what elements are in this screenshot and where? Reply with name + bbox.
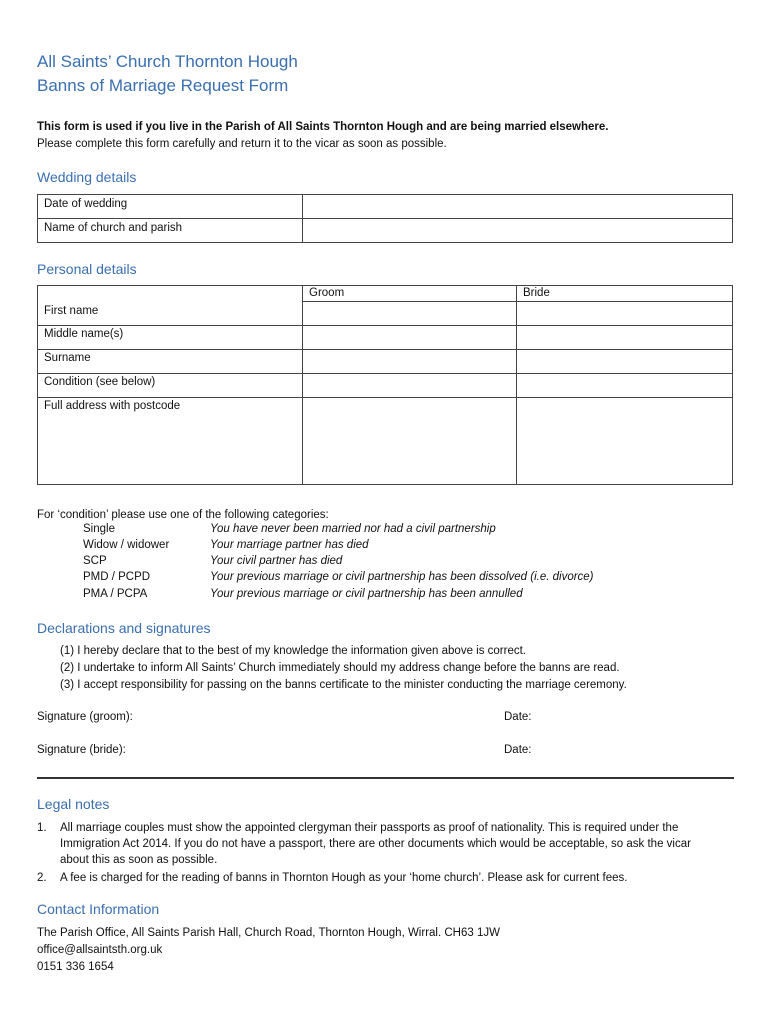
bride-address-field[interactable]	[517, 398, 733, 485]
groom-column-header: Groom	[303, 286, 517, 302]
date-bride-label: Date:	[504, 744, 532, 756]
declaration-item: (3) I accept responsibility for passing on the banns certificate to the minister conducting the marriage ceremony.	[60, 679, 627, 691]
condition-key: Widow / widower	[83, 539, 170, 551]
intro-bold-text: This form is used if you live in the Parish of All Saints Thornton Hough and are being married elsewhere.	[37, 121, 609, 133]
form-title-church: All Saints’ Church Thornton Hough	[37, 52, 298, 71]
groom-middle-name-field[interactable]	[303, 326, 517, 350]
condition-key: PMA / PCPA	[83, 588, 148, 600]
condition-label: Condition (see below)	[38, 374, 303, 398]
bride-condition-field[interactable]	[517, 374, 733, 398]
declaration-item: (2) I undertake to inform All Saints’ Church immediately should my address change before the banns are read.	[60, 662, 620, 674]
condition-key: SCP	[83, 555, 107, 567]
personal-details-heading: Personal details	[37, 261, 137, 277]
legal-note-number: 1.	[37, 822, 47, 834]
bride-surname-field[interactable]	[517, 350, 733, 374]
condition-desc: Your previous marriage or civil partnership has been dissolved (i.e. divorce)	[210, 571, 594, 583]
middle-name-label: Middle name(s)	[38, 326, 303, 350]
church-parish-field[interactable]	[303, 219, 733, 243]
contact-phone: 0151 336 1654	[37, 961, 114, 973]
declaration-item: (1) I hereby declare that to the best of my knowledge the information given above is correct.	[60, 645, 526, 657]
wedding-date-label: Date of wedding	[38, 195, 303, 219]
groom-condition-field[interactable]	[303, 374, 517, 398]
groom-address-field[interactable]	[303, 398, 517, 485]
legal-note-item	[37, 870, 734, 887]
signature-bride-label: Signature (bride):	[37, 744, 126, 756]
address-label: Full address with postcode	[38, 398, 303, 485]
condition-desc: Your civil partner has died	[210, 555, 343, 567]
legal-note-item	[37, 820, 734, 870]
bride-first-name-field[interactable]	[517, 302, 733, 326]
groom-surname-field[interactable]	[303, 350, 517, 374]
contact-heading: Contact Information	[37, 901, 160, 917]
first-name-label: First name	[38, 286, 303, 326]
bride-column-header: Bride	[517, 286, 733, 302]
wedding-details-table	[37, 194, 733, 243]
condition-intro: For ‘condition’ please use one of the following categories:	[37, 509, 329, 521]
surname-label: Surname	[38, 350, 303, 374]
contact-email: office@allsaintsth.org.uk	[37, 944, 163, 956]
groom-first-name-field[interactable]	[303, 302, 517, 326]
legal-note-text: All marriage couples must show the appointed clergyman their passports as proof of nationality. This is required under the Immigration Act 2014. If you do not have a passport, there are other documents which would be acceptable, so ask the vicar about this as soon as possible.	[60, 822, 691, 866]
legal-note-number: 2.	[37, 872, 47, 884]
date-groom-label: Date:	[504, 711, 532, 723]
condition-desc: Your previous marriage or civil partnership has been annulled	[210, 588, 523, 600]
form-title: Banns of Marriage Request Form	[37, 76, 289, 95]
condition-key: PMD / PCPD	[83, 571, 151, 583]
bride-middle-name-field[interactable]	[517, 326, 733, 350]
declarations-heading: Declarations and signatures	[37, 620, 211, 636]
contact-address: The Parish Office, All Saints Parish Hall, Church Road, Thornton Hough, Wirral. CH63 1JW	[37, 927, 500, 939]
wedding-date-field[interactable]	[303, 195, 733, 219]
legal-notes-heading: Legal notes	[37, 796, 110, 812]
legal-note-text: A fee is charged for the reading of banns in Thornton Hough as your ‘home church’. Please ask for current fees.	[60, 872, 628, 884]
signature-groom-label: Signature (groom):	[37, 711, 133, 723]
condition-key: Single	[83, 523, 115, 535]
personal-details-table	[37, 285, 733, 485]
church-parish-label: Name of church and parish	[38, 219, 303, 243]
condition-desc: Your marriage partner has died	[210, 539, 369, 551]
section-divider	[37, 777, 734, 779]
wedding-details-heading: Wedding details	[37, 169, 137, 185]
condition-desc: You have never been married nor had a civil partnership	[210, 523, 496, 535]
intro-text: Please complete this form carefully and return it to the vicar as soon as possible.	[37, 138, 447, 150]
